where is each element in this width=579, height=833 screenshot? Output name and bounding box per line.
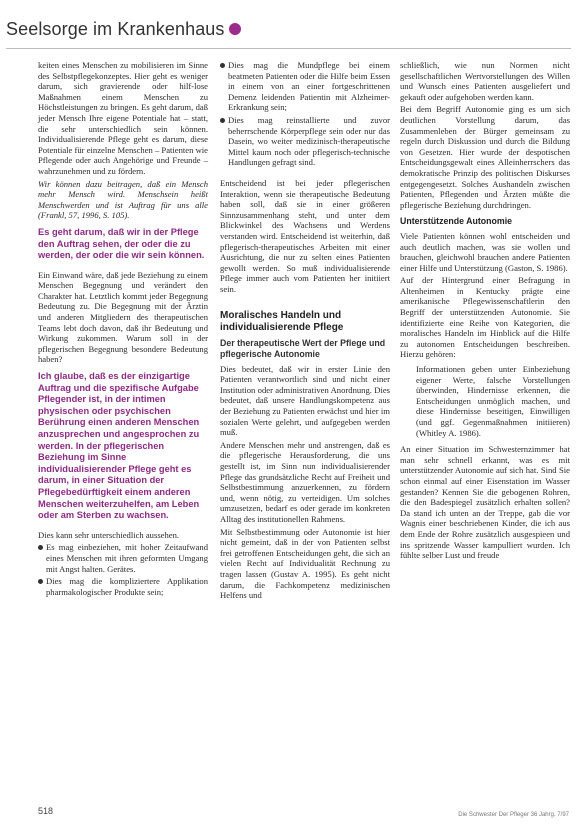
paragraph: Auf der Hintergrund einer Befragung in Altenheimen in Kentucky prägte eine amerikanische Pflegewissenschaftlerin den Begriff der unterstützenden Autonomie. Sie identifizierte eine Reihe von Kategorien, die moralisches Handeln im Hinblick auf die Hilfe zu autonomen Entscheidungen beschreiben. Hierzu gehören: [400, 275, 570, 360]
list-item-text: Es mag einbeziehen, mit hoher Zeitaufwand eines Menschen mit ihren geformten Umgang mit Angst halten. Gerätes. [46, 542, 208, 574]
indented-quote: Informationen geben unter Einbeziehung eigener Werte, falsche Vorstellungen überwinden, Hindernisse erkennen, die Entscheidungen unmöglich machen, und diese Hindernisse beseitigen, Einwilligen (und ggf. Gegenmaßnahmen initiieren) (Whitley A. 1986). [416, 364, 570, 438]
section-heading: Moralisches Handeln und individualisierende Pflege [220, 310, 344, 334]
list-item-text: Dies mag reinstallierte und zuvor beherrschende Körperpflege sein oder nur das Dasein, wo weiter medizinisch-therapeutische Mittel kaum noch oder pflegerisch-technische Handlungen gefragt sind. [228, 114, 390, 168]
header-title: Seelsorge im Krankenhaus [6, 18, 225, 39]
paragraph: Viele Patienten können wohl entscheiden und auch deutlich machen, was sie wollen und brauchen, gleichwohl brauchen andere Patienten einer Hilfe und Unterstützung (Gaston, S. 1986). [400, 230, 570, 273]
callout-quote: Ich glaube, daß es der einzigartige Auftrag und die spezifische Aufgabe Pflegender ist, in der intimen physischen oder psychischen Berührung einen anderen Menschen anzusprechen und angesprochen zu werden. In der pflegerischen Beziehung im Sinne individualisierender Pflege geht es darum, in einer Situation der Pflegebedürftigkeit einem anderen Menschen weiterzuhelfen, am Leben oder am Sterben zu wachsen. [38, 371, 200, 521]
paragraph: Dies kann sehr unterschiedlich aussehen. [38, 529, 180, 540]
section-subheading: Der therapeutische Wert der Pflege und pflegerische Autonomie [220, 338, 386, 360]
paragraph: Dies bedeutet, daß wir in erster Linie den Patienten verantwortlich sind und nicht einer Institution oder administrativen Anordnung. Dies bedeutet, daß unsere Handlungskompetenz aus der Beziehung zu Patienten erwächst und hier im sozialen Werte gelehrt, und aufgegeben werden muß. [220, 363, 390, 438]
list-item [220, 60, 390, 113]
bullet-icon [220, 63, 225, 68]
callout-quote: Es geht darum, daß wir in der Pflege den Auftrag sehen, der oder die zu werden, der oder die wir sein können. [38, 226, 205, 261]
header-dot-icon [229, 23, 241, 35]
list-item-text: Dies mag die kompliziertere Applikation pharmakologischer Produkte sein; [46, 576, 208, 597]
spacer [220, 296, 390, 304]
paragraph: Bei dem Begriff Autonomie ging es um sich deutlichen Vorstellung darum, das Zusammenleben der Bürger gemeinsam zu regeln durch Diskussion und durch die Bildung von Gesetzen. Hier wurde der despotischen Entscheidungsgewalt eines Alleinherrschers das demokratische Prinzip des politischen Diskurses entgegengesetzt. Solches Aushandeln zwischen Patienten, Pflegenden und Ärzten müßte die pflegerische Beziehung durchdringen. [400, 104, 570, 210]
paragraph: Entscheidend ist bei jeder pflegerischen Interaktion, wenn sie therapeutische Bedeutung haben soll, daß sie in einer größeren Sinnzusammenhang steht, und unter dem Blickwinkel des Wachsens und Werdens verstanden wird. Entscheidend ist weiterhin, daß pflegerisch-therapeutisches Arbeiten mit einer Ausrichtung, die nur zu selten eines Patienten gewollt werden. So muß individualisierende Pflege immer auch vom Patienten her initiiert sein. [220, 177, 390, 294]
list-item [38, 576, 208, 597]
text-column-2 [220, 60, 390, 603]
paragraph: An einer Situation im Schwesternzimmer hat man sehr schnell erkannt, was es mit unterstützender Autonomie auf sich hat. Sind Sie schon einmal auf einer Eisenstation im Wasser gestanden? Kennen Sie die gebogenen Rohren, die den Badespiegel zusätzlich erhalten sollen? Da stand ich unten an der Treppe, gab die vor Wagnis einer beschriebenen Kinder, die ich aus dem Ende der Rohre zusätzlich ausgespieen und ins spritzende Wasser kampulliert wurden. Ich fühlte selber Lust und freude [400, 444, 570, 561]
list-item-text: Dies mag die Mundpflege bei einem beatmeten Patienten oder die Hilfe beim Essen in einem von an einer fortgeschrittenen Demenz leidenden Patientin mit Alzheimer-Erkrankung sein; [228, 60, 390, 113]
header-rule [6, 48, 571, 49]
paragraph: Andere Menschen mehr und anstrengen, daß es die pflegerische Herausforderung, die uns gestellt ist, im Sinn nun individualisierender Pflege das grundsätzliche Recht auf Freiheit und Selbstbestimmung anzuerkennen, zu fördern und, wenn nötig, zu verteidigen. Um solches umzusetzen, bedarf es oder gerade im konkreten Alltag des institutionellen Rahmens. [220, 439, 390, 524]
bullet-list [220, 60, 390, 168]
spacer [220, 170, 390, 178]
footer-source: Die Schwester Der Pfleger 36 Jahrg. 7/97 [458, 812, 569, 818]
bullet-list [38, 542, 208, 597]
bullet-icon [38, 579, 43, 584]
section-heading: Unterstützende Autonomie [400, 216, 513, 227]
text-column-3 [400, 60, 570, 563]
list-item [220, 115, 390, 168]
bullet-icon [220, 118, 225, 123]
list-item [38, 542, 208, 574]
running-header [6, 16, 241, 42]
italic-quote: Wir können dazu beitragen, daß ein Mensch mehr Mensch wird. Menschsein heißt Menschwerden und ist Auftrag für uns alle (Frankl, 57, 1996, S. 105). [38, 178, 208, 221]
bullet-icon [38, 545, 43, 550]
page-number: 518 [38, 806, 54, 816]
paragraph: keiten eines Menschen zu mobilisieren im Sinne des Selbstpflegekonzeptes. Hier geht es weniger darum, sich gravierende oder hilf-lose Maßnahmen einem Menschen zu Höchstleistungen zu bringen. Es geht darum, daß jeder Mensch Ihre eigene Potentiale hat – statt, die sehr unterschiedlich sein können. Individualisierende Pflege geht es darum, diese Potentiale für einzelne Menschen – Patienten wie Pflegende oder auch Angehörige und Freunde – wahrzunehmen und zu fördern. [38, 60, 208, 176]
paragraph: schließlich, wie nun Normen nicht gesellschaftlichen Wertvorstellungen des Willen und Wunsch eines Patienten ausgeliefert und gekauft oder aufgehoben werden kann. [400, 60, 570, 102]
text-column-1 [38, 60, 208, 599]
paragraph: Mit Selbstbestimmung oder Autonomie ist hier nicht gemeint, daß in der von Patienten selbst frei getroffenen Entscheidungen geht, die sich an vielen Recht auf Individualität Rechnung zu tragen lassen (Gustav A. 1995). Es geht nicht darum, die Fachkompetenz medizinischen Helfens und [220, 526, 390, 601]
paragraph: Ein Einwand wäre, daß jede Beziehung zu einem Menschen Begegnung und verändert den Charakter hat. Letztlich kommt jeder Begegnung Bedeutung zu. Die Begegnung mit der Ärztin und anderen Mitgliedern des therapeutischen Teams lebt doch davon, daß ihr Bedeutung und Wirkung zukommen. Warum soll in der pflegerischen Begegnung besondere Bedeutung haben? [38, 269, 208, 365]
